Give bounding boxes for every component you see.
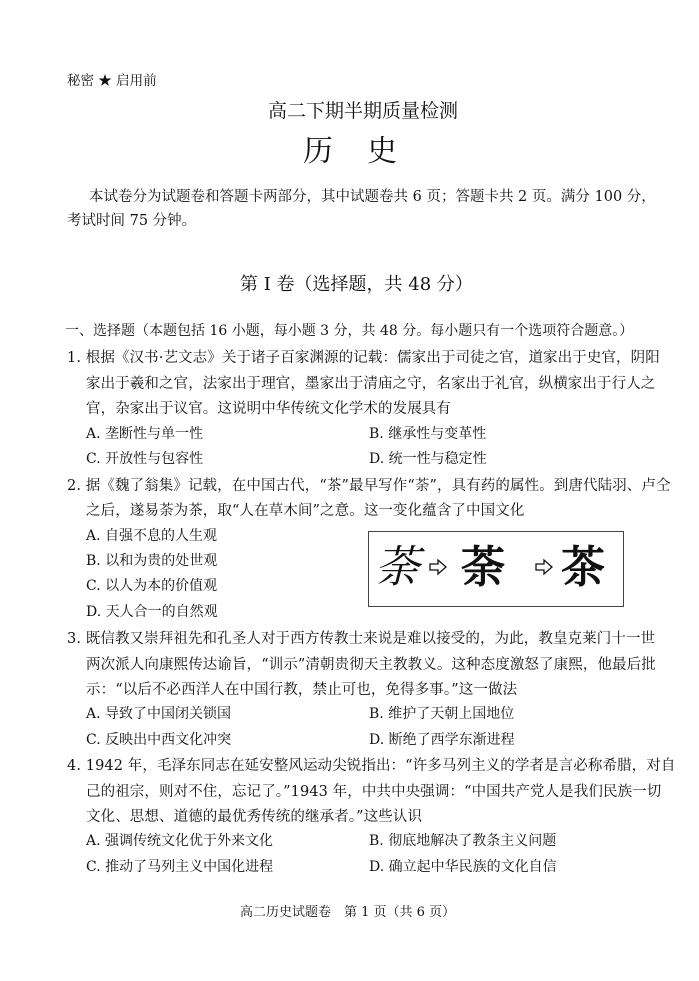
section-heading: 一、选择题（本题包括 16 小题，每小题 3 分，共 48 分。每小题只有一个选项符合题意。） (65, 323, 634, 339)
intro-line-1: 本试卷分为试题卷和答题卡两部分，其中试题卷共 6 页；答题卡共 2 页。满分 100 分， (89, 189, 656, 205)
option-d: D. 断绝了西学东渐进程 (369, 732, 515, 748)
option-c: C. 反映出中西文化冲突 (86, 732, 232, 748)
option-b: B. 以和为贵的处世观 (86, 553, 218, 569)
option-b: B. 维护了天朝上国地位 (369, 706, 515, 722)
arrow-right-icon (535, 558, 553, 576)
subject-title: 历 史 (303, 134, 399, 169)
question-line: 家出于羲和之官，法家出于理官，墨家出于清庙之守，名家出于礼官，纵横家出于行人之 (86, 376, 656, 392)
clerical-script-character: 荼 (461, 542, 505, 593)
question-line: 3. 既信教又崇拜祖先和孔圣人对于西方传教士来说是难以接受的，为此，教皇克莱门十一世 (67, 631, 656, 647)
question-line: 文化、思想、道德的最优秀传统的继承者。”这些认识 (86, 809, 423, 825)
tea-character-figure (368, 531, 624, 607)
question-line: 4. 1942 年，毛泽东同志在延安整风运动尖锐指出：“许多马列主义的学者是言必称希腊，对自 (67, 758, 676, 774)
regular-script-character: 茶 (561, 542, 605, 593)
option-a: A. 自强不息的人生观 (86, 528, 218, 544)
confidential-label: 秘密 ★ 启用前 (67, 73, 157, 89)
question-line: 之后，遂易荼为茶，取“人在草木间”之意。这一变化蕴含了中国文化 (86, 503, 525, 519)
question-line: 示：“以后不必西洋人在中国行教，禁止可也，免得多事。”这一做法 (86, 682, 518, 698)
exam-title: 高二下期半期质量检测 (268, 100, 459, 122)
option-a: A. 导致了中国闭关锁国 (86, 706, 232, 722)
page-footer: 高二历史试题卷 第 1 页（共 6 页） (240, 905, 456, 920)
question-line: 官，杂家出于议官。这说明中华传统文化学术的发展具有 (86, 401, 451, 417)
option-b: B. 彻底地解决了教条主义问题 (369, 833, 557, 849)
option-c: C. 推动了马列主义中国化进程 (86, 859, 274, 875)
option-d: D. 天人合一的自然观 (86, 604, 218, 620)
seal-script-character: 荼 (375, 542, 419, 593)
option-a: A. 垄断性与单一性 (86, 426, 204, 442)
question-line: 1. 根据《汉书·艺文志》关于诸子百家渊源的记载：儒家出于司徒之官，道家出于史官，阴阳 (67, 350, 660, 366)
arrow-right-icon (429, 558, 447, 576)
part-title: 第 I 卷（选择题，共 48 分） (240, 274, 473, 295)
option-b: B. 继承性与变革性 (369, 426, 487, 442)
question-line: 2. 据《魏了翁集》记载，在中国古代，“茶”最早写作“荼”，具有药的属性。到唐代陆羽、卢仝 (67, 478, 671, 494)
option-a: A. 强调传统文化优于外来文化 (86, 833, 274, 849)
option-c: C. 以人为本的价值观 (86, 578, 218, 594)
question-line: 两次派人向康熙传达谕旨，“训示”清朝贵彻天主教教义。这种态度激怒了康熙，他最后批 (86, 657, 656, 673)
question-line: 己的祖宗，则对不住，忘记了。”1943 年，中共中央强调：“中国共产党人是我们民族一切 (86, 784, 662, 800)
intro-line-2: 考试时间 75 分钟。 (67, 213, 197, 229)
option-c: C. 开放性与包容性 (86, 451, 204, 467)
option-d: D. 确立起中华民族的文化自信 (369, 859, 557, 875)
option-d: D. 统一性与稳定性 (369, 451, 487, 467)
